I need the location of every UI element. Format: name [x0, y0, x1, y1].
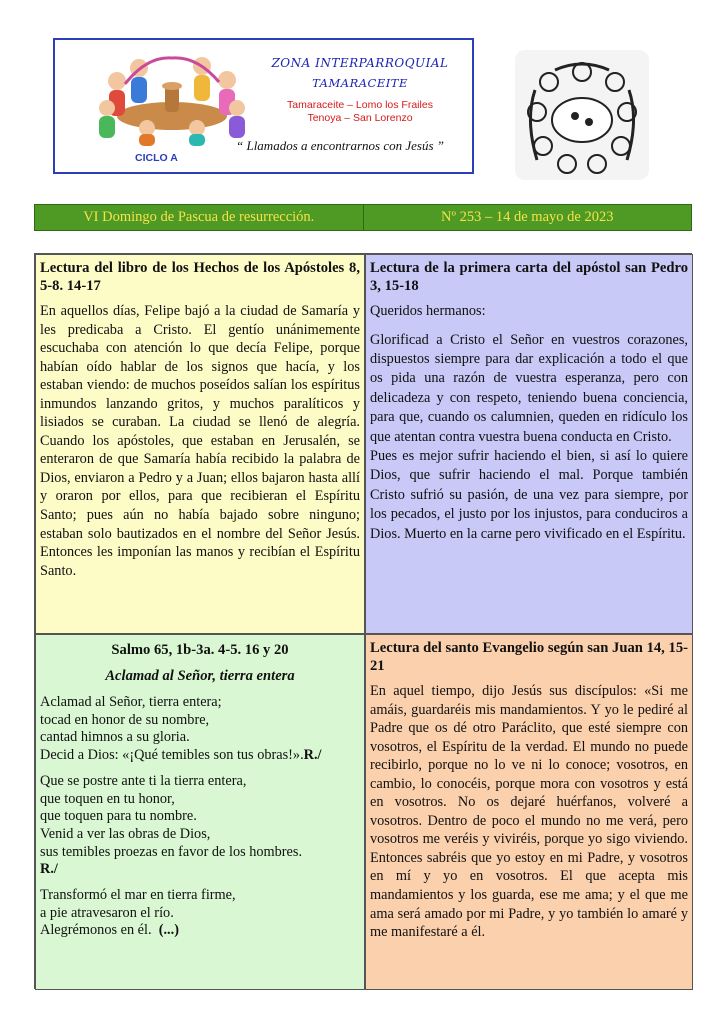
zona-subtitle: TAMARACEITE	[312, 76, 408, 90]
second-reading-text-2: Pues es mejor sufrir haciendo el bien, si así lo quiere Dios, que sufrir haciendo el mal. Porque también Cristo sufrió su pasión, de una vez para siempre, por los pecados, el justo por los injustos, para conduciros a Dios. Muerto en la carne pero vivificado en el Espíritu.	[370, 448, 688, 542]
psalm-stanza-1	[40, 694, 360, 765]
parish-list	[245, 99, 475, 125]
psalm-title: Salmo 65, 1b-3a. 4-5. 16 y 20	[111, 642, 289, 658]
response-mark: R./	[40, 861, 58, 878]
stanza-line: Transformó el mar en tierra firme,	[40, 887, 236, 904]
sunday-label: VI Domingo de Pascua de resurrección.	[35, 205, 364, 230]
readings-grid	[34, 253, 692, 989]
parish-line-2: Tenoya – San Lorenzo	[307, 112, 413, 124]
gospel-cell	[365, 634, 693, 990]
first-reading-cell	[35, 254, 365, 634]
psalm-cell	[35, 634, 365, 990]
zona-title: ZONA INTERPARROQUIAL	[271, 56, 449, 70]
stanza-line: que toquen para tu nombre.	[40, 808, 197, 825]
stanza-line: a pie atravesaron el río.	[40, 904, 174, 921]
psalm-stanza-3	[40, 887, 360, 940]
last-supper-illustration	[515, 50, 649, 180]
motto: “ Llamados a encontrarnos con Jesús ”	[235, 138, 444, 153]
response-mark: R./	[303, 747, 322, 764]
community-illustration	[77, 46, 267, 146]
psalm-response: Aclamad al Señor, tierra entera	[105, 668, 295, 684]
psalm-stanza-2	[40, 773, 360, 879]
second-reading-text: Glorificad a Cristo el Señor en vuestros corazones, dispuestos siempre para dar explicación a todo el que os pida una razón de vuestra esperanza, pero con delicadeza y con respeto, teniendo buena conciencia, para que, cuando os calumnien, queden en ridículo los que atentan contra vuestra buena conducta en Cristo.	[370, 331, 688, 445]
first-reading-title: Lectura del libro de los Hechos de los Apóstoles 8, 5-8. 14-17	[40, 260, 360, 294]
second-reading-cell	[365, 254, 693, 634]
first-reading-text: En aquellos días, Felipe bajó a la ciudad de Samaría y les predicaba a Cristo. El gentío unánimemente escuchaba con atención lo que decía Felipe, porque habían oído hablar de los signos que hacía, y los estaban viendo: de muchos poseídos salían los espíritus inmundos lanzando gritos, y muchos paralíticos y lisiados se curaban. La ciudad se llenó de alegría. Cuando los apóstoles, que estaban en Jerusalén, se enteraron de que Samaría había recibido la palabra de Dios, enviaron a Pedro y a Juan; ellos bajaron hasta allí y oraron por ellos, para que recibieran el Espíritu Santo; pues aún no había bajado sobre ninguno; estaban solo bautizados en el nombre del Señor Jesús. Entonces les imponían las manos y recibían el Espíritu Santo.	[40, 303, 360, 579]
header-box	[53, 38, 474, 174]
second-reading-title: Lectura de la primera carta del apóstol san Pedro 3, 15-18	[370, 260, 688, 294]
continuation-mark: (...)	[158, 922, 179, 939]
stanza-line: Aclamad al Señor, tierra entera;	[40, 694, 222, 710]
parish-line-1: Tamaraceite – Lomo los Frailes	[287, 99, 433, 111]
stanza-line: sus temibles proezas en favor de los hombres.	[40, 843, 303, 860]
ciclo-label: CICLO A	[135, 152, 178, 164]
stanza-line: Decid a Dios: «¡Qué temibles son tus obras!».	[40, 747, 304, 764]
second-reading-greeting: Queridos hermanos:	[370, 303, 486, 319]
stanza-line: cantad himnos a su gloria.	[40, 729, 190, 746]
stanza-line: que toquen en tu honor,	[40, 790, 175, 807]
date-banner	[34, 204, 692, 231]
gospel-title: Lectura del santo Evangelio según san Juan 14, 15-21	[370, 640, 688, 674]
stanza-line: tocad en honor de su nombre,	[40, 711, 210, 728]
stanza-line: Alegrémonos en él.	[40, 922, 152, 939]
stanza-line: Que se postre ante ti la tierra entera,	[40, 772, 247, 789]
gospel-text: En aquel tiempo, dijo Jesús sus discípulos: «Si me amáis, guardaréis mis mandamientos. Y yo le pediré al Padre que os dé otro Paráclito, que esté siempre con vosotros, el Espíritu de la verdad. El mundo no puede recibirlo, porque no lo ve ni lo conoce; vosotros, en cambio, lo conocéis, porque mora con vosotros y está en vosotros. No os dejaré huérfanos, volveré a vosotros. Dentro de poco el mundo no me verá, pero vosotros me veréis y viviréis, porque yo sigo viviendo. Entonces sabréis que yo estoy en mi Padre, y vosotros en mí y yo en vosotros. El que acepta mis mandamientos y los guarda, ese me ama; y el que me ama será amado por mi Padre, y yo también lo amaré y me manifestaré a él.	[370, 683, 688, 941]
stanza-line: Venid a ver las obras de Dios,	[40, 825, 211, 842]
issue-date-label: Nº 253 – 14 de mayo de 2023	[441, 209, 614, 225]
